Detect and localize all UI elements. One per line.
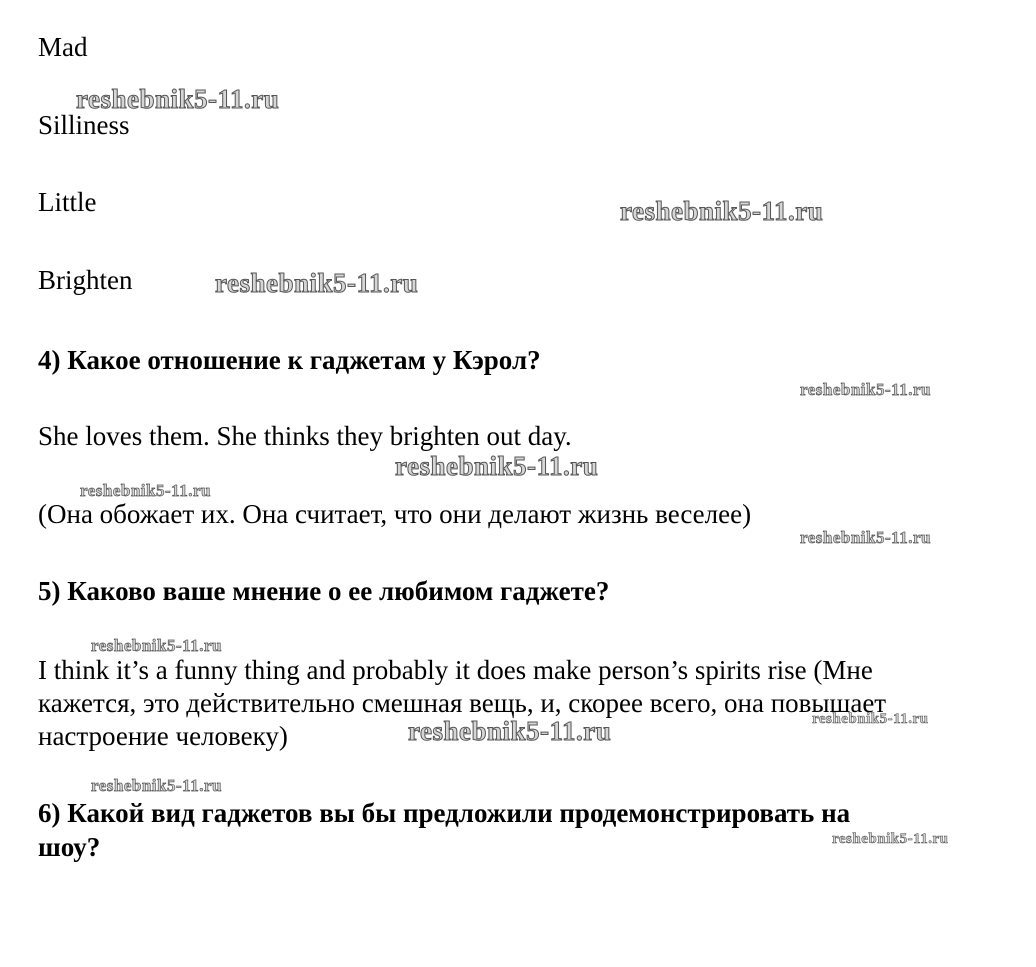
word-little: Little bbox=[38, 187, 97, 217]
watermark: reshebnik5-11.ru bbox=[832, 831, 949, 847]
watermark: reshebnik5-11.ru bbox=[812, 711, 929, 727]
word-mad: Mad bbox=[38, 32, 88, 62]
watermark: reshebnik5-11.ru bbox=[91, 776, 222, 795]
watermark: reshebnik5-11.ru bbox=[91, 636, 222, 655]
watermark: reshebnik5-11.ru bbox=[76, 84, 280, 114]
question-5: 5) Каково ваше мнение о ее любимом гаджете? bbox=[38, 576, 610, 606]
answer-5-line-2: кажется, это действительно смешная вещь, и, скорее всего, она повышает bbox=[38, 688, 887, 718]
word-brighten: Brighten bbox=[38, 265, 133, 295]
answer-5-line-3: настроение человеку) bbox=[38, 721, 288, 751]
word-silliness: Silliness bbox=[38, 110, 130, 140]
watermark: reshebnik5-11.ru bbox=[800, 380, 931, 399]
watermark: reshebnik5-11.ru bbox=[800, 528, 931, 547]
watermark: reshebnik5-11.ru bbox=[620, 196, 824, 226]
question-6-line-2: шоу? bbox=[38, 832, 101, 862]
watermark: reshebnik5-11.ru bbox=[408, 716, 612, 746]
watermark: reshebnik5-11.ru bbox=[80, 481, 211, 500]
question-6-line-1: 6) Какой вид гаджетов вы бы предложили продемонстрировать на bbox=[38, 798, 851, 828]
watermark: reshebnik5-11.ru bbox=[395, 451, 599, 481]
watermark: reshebnik5-11.ru bbox=[215, 268, 419, 298]
answer-5-line-1: I think it’s a funny thing and probably it does make person’s spirits rise (Мне bbox=[38, 655, 873, 685]
answer-4-english: She loves them. She thinks they brighten out day. bbox=[38, 421, 572, 451]
question-4: 4) Какое отношение к гаджетам у Кэрол? bbox=[38, 345, 541, 375]
answer-4-russian: (Она обожает их. Она считает, что они делают жизнь веселее) bbox=[38, 499, 752, 529]
